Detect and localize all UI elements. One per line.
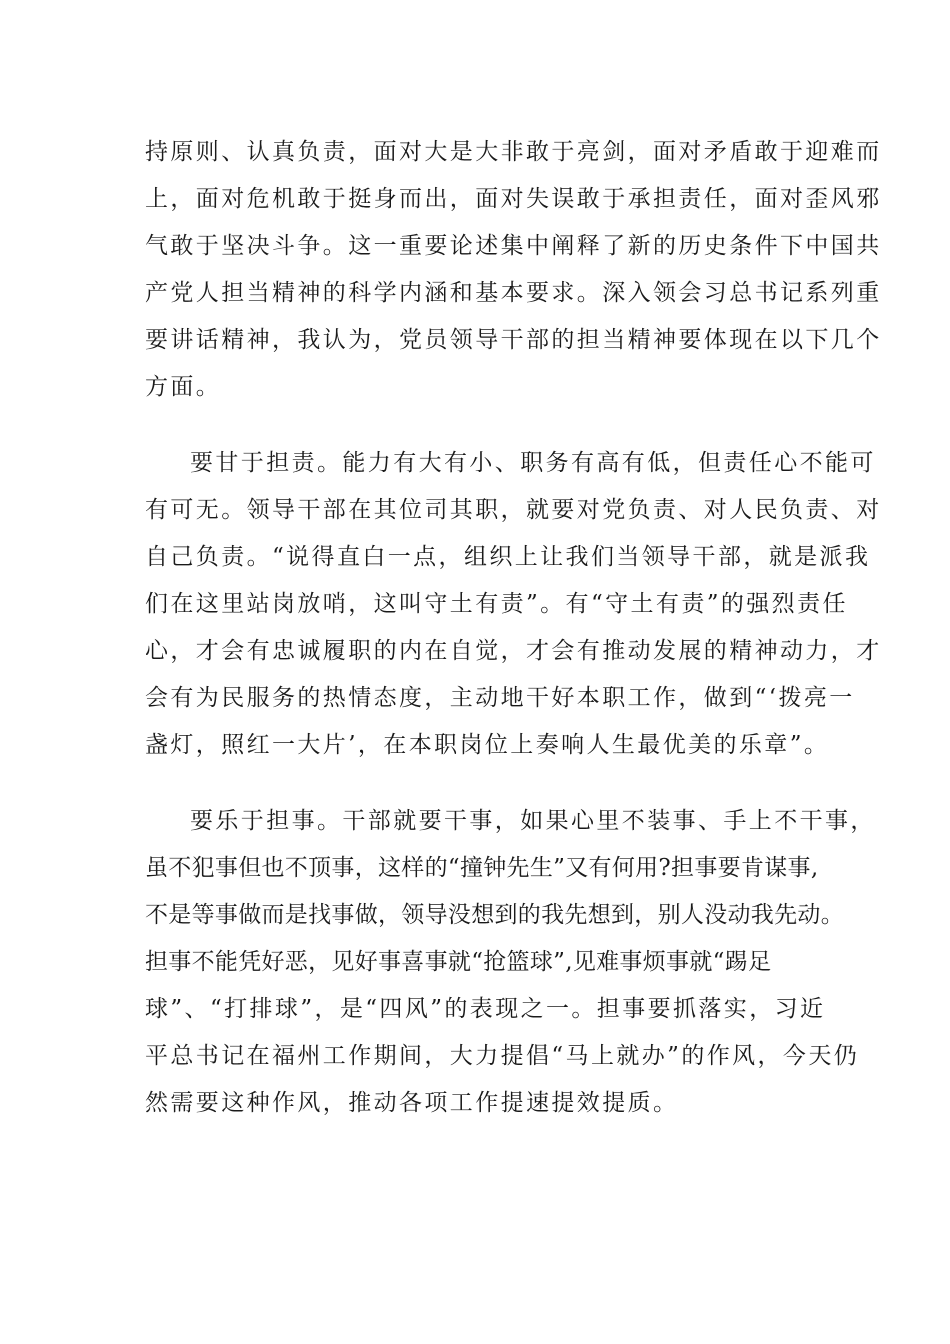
paragraph-2-line-1: 要甘于担责。能力有大有小、职务有高有低，但责任心不能可 [190,450,876,476]
paragraph-2-line-4: 们在这里站岗放哨，这叫守土有责”。有“守土有责”的强烈责任 [145,591,848,617]
paragraph-3-line-1: 要乐于担事。干部就要干事，如果心里不装事、手上不干事， [190,808,876,834]
paragraph-3-line-4: 担事不能凭好恶，见好事喜事就“抢篮球”,见难事烦事就“踢足 [145,949,772,975]
paragraph-3-line-5: 球”、“打排球”，是“四风”的表现之一。担事要抓落实，习近 [145,996,826,1022]
paragraph-2-line-2: 有可无。领导干部在其位司其职，就要对党负责、对人民负责、对 [145,497,882,523]
paragraph-1-line-5: 要讲话精神，我认为，党员领导干部的担当精神要体现在以下几个 [145,327,882,353]
paragraph-3-line-2: 虽不犯事但也不顶事，这样的“撞钟先生”又有何用?担事要肯谋事, [145,855,819,881]
paragraph-1-line-6: 方面。 [145,374,222,400]
paragraph-3-line-3: 不是等事做而是找事做，领导没想到的我先想到，别人没动我先动。 [145,902,844,928]
paragraph-2-line-6: 会有为民服务的热情态度，主动地干好本职工作，做到“‘拨亮一 [145,685,855,711]
paragraph-1-line-1: 持原则、认真负责，面对大是大非敢于亮剑，面对矛盾敢于迎难而 [145,139,882,165]
paragraph-3-line-6: 平总书记在福州工作期间，大力提倡“马上就办”的作风，今天仍 [145,1043,860,1069]
paragraph-1-line-3: 气敢于坚决斗争。这一重要论述集中阐释了新的历史条件下中国共 [145,233,882,259]
paragraph-2-line-5: 心，才会有忠诚履职的内在自觉，才会有推动发展的精神动力，才 [145,638,882,664]
paragraph-3-line-7: 然需要这种作风，推动各项工作提速提效提质。 [145,1090,679,1116]
paragraph-1-line-4: 产党人担当精神的科学内涵和基本要求。深入领会习总书记系列重 [145,280,882,306]
paragraph-1-line-2: 上，面对危机敢于挺身而出，面对失误敢于承担责任，面对歪风邪 [145,186,882,212]
paragraph-2-line-3: 自己负责。“说得直白一点，组织上让我们当领导干部，就是派我 [145,544,871,570]
paragraph-2-line-7: 盏灯，照红一大片’，在本职岗位上奏响人生最优美的乐章”。 [145,732,830,758]
